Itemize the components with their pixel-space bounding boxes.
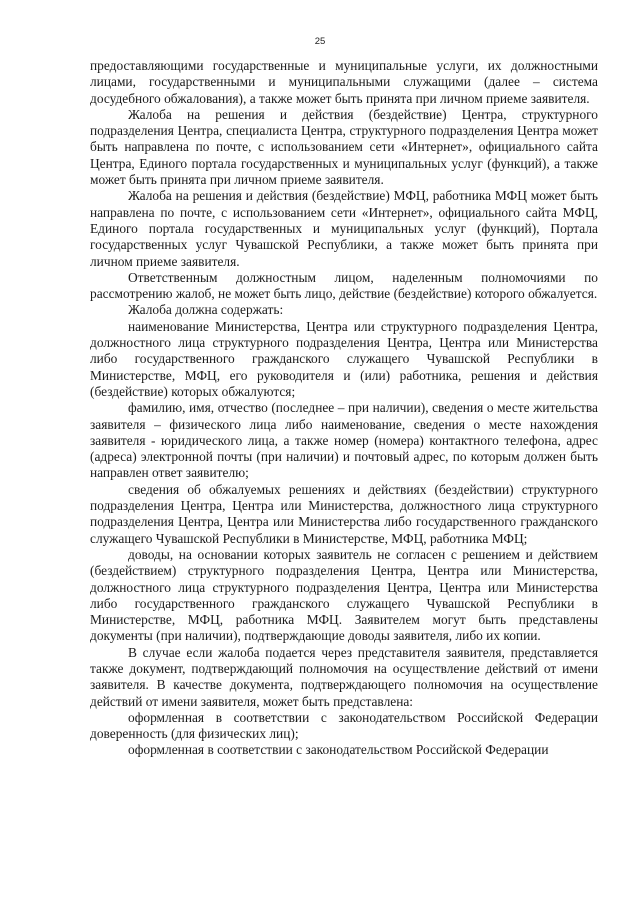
paragraph: Жалоба должна содержать: [128, 302, 284, 318]
paragraph: В случае если жалоба подается через представителя заявителя, представляется также документ, подтверждающий полномочия на осуществление действий от имени заявителя. В качестве документа, подтверждающего полномочия на осуществление действий от имени заявителя, может быть представлена: [90, 644, 598, 709]
paragraph: Ответственным должностным лицом, наделенным полномочиями по рассмотрению жалоб, не может быть лицо, действие (бездействие) которого обжалуется. [90, 269, 598, 302]
paragraph: Жалоба на решения и действия (бездействие) МФЦ, работника МФЦ может быть направлена по почте, с использованием сети «Интернет», официального сайта МФЦ, Единого портала государственных и муниципальных услуг (функций), Портала государственных услуг Чувашской Республики, а также может быть принята при личном приеме заявителя. [90, 188, 598, 269]
paragraph: доводы, на основании которых заявитель не согласен с решением и действием (бездействием) структурного подразделения Центра, Центра или Министерства, должностного лица структурного подразделения Центра, Центра или Министерства либо государственного гражданского служащего Чувашской Республики в Министерстве, МФЦ, работника МФЦ. Заявителем могут быть представлены документы (при наличии), подтверждающие доводы заявителя, либо их копии. [90, 546, 598, 644]
paragraph: оформленная в соответствии с законодательством Российской Федерации доверенность (для физических лиц); [90, 709, 598, 742]
page-number: 25 [314, 36, 326, 47]
paragraph: сведения об обжалуемых решениях и действиях (бездействии) структурного подразделения Центра, Центра или Министерства, должностного лица структурного подразделения Центра, Центра или Министерства либо государственного гражданского служащего Чувашской Республики в Министерстве, МФЦ, работника МФЦ; [90, 481, 598, 546]
paragraph: оформленная в соответствии с законодательством Российской Федерации [128, 742, 549, 758]
paragraph: фамилию, имя, отчество (последнее – при наличии), сведения о месте жительства заявителя – физического лица либо наименование, сведения о месте нахождения заявителя - юридического лица, а также номер (номера) контактного телефона, адрес (адреса) электронной почты (при наличии) и почтовый адрес, по которым должен быть направлен ответ заявителю; [90, 400, 598, 481]
document-body [90, 58, 598, 759]
paragraph: наименование Министерства, Центра или структурного подразделения Центра, должностного лица структурного подразделения Центра, Центра или Министерства либо государственного гражданского служащего Чувашской Республики в Министерстве, МФЦ, его руководителя и (или) работника, решения и действия (бездействие) которых обжалуются; [90, 318, 598, 399]
paragraph: предоставляющими государственные и муниципальные услуги, их должностными лицами, государственными и муниципальными служащими (далее – система досудебного обжалования), а также может быть принята при личном приеме заявителя. [90, 58, 598, 106]
paragraph: Жалоба на решения и действия (бездействие) Центра, структурного подразделения Центра, специалиста Центра, структурного подразделения Центра может быть направлена по почте, с использованием сети «Интернет», официального сайта Центра, Единого портала государственных и муниципальных услуг (функций), а также может быть принята при личном приеме заявителя. [90, 106, 598, 188]
